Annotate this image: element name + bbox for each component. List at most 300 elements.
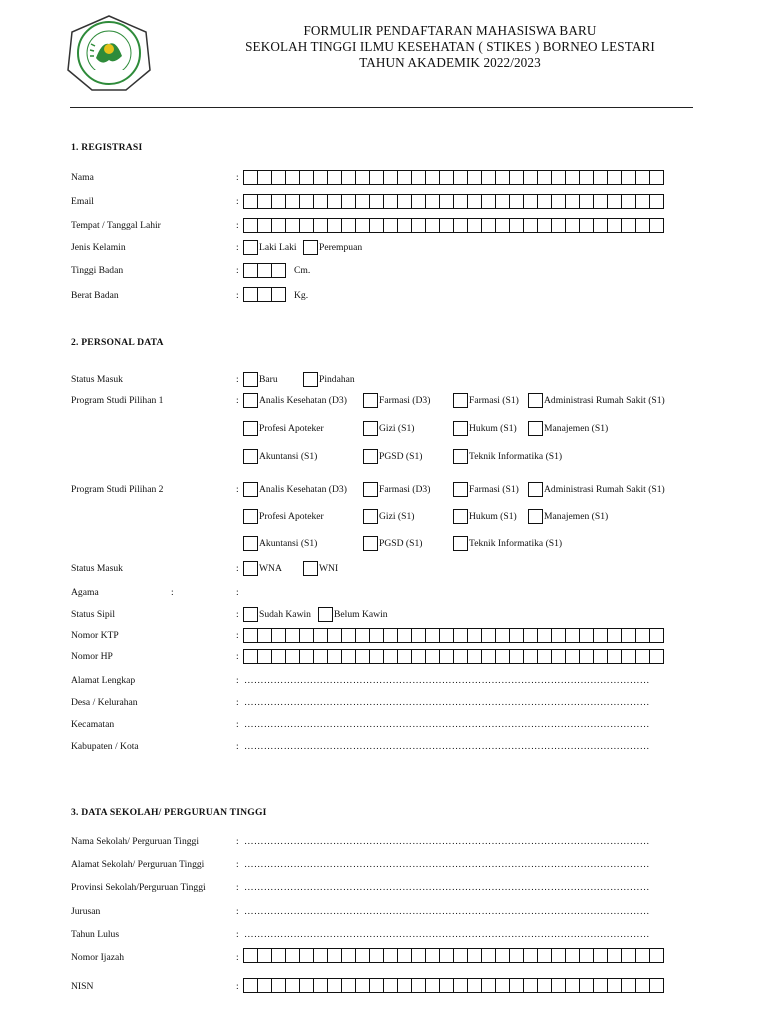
char-cell[interactable] bbox=[411, 194, 426, 209]
char-cell[interactable] bbox=[453, 948, 468, 963]
char-cell[interactable] bbox=[425, 170, 440, 185]
char-cell[interactable] bbox=[243, 649, 258, 664]
char-cell[interactable] bbox=[537, 170, 552, 185]
char-cell[interactable] bbox=[621, 628, 636, 643]
char-cell[interactable] bbox=[383, 628, 398, 643]
char-cell[interactable] bbox=[271, 218, 286, 233]
checkbox[interactable] bbox=[363, 449, 378, 464]
char-cell[interactable] bbox=[243, 287, 258, 302]
char-cell[interactable] bbox=[285, 948, 300, 963]
char-cell[interactable] bbox=[509, 170, 524, 185]
char-cell[interactable] bbox=[635, 194, 650, 209]
input-nama[interactable] bbox=[243, 170, 664, 185]
char-cell[interactable] bbox=[495, 628, 510, 643]
input-tinggi-badan[interactable] bbox=[243, 263, 286, 278]
char-cell[interactable] bbox=[383, 948, 398, 963]
char-cell[interactable] bbox=[509, 978, 524, 993]
char-cell[interactable] bbox=[257, 649, 272, 664]
char-cell[interactable] bbox=[509, 218, 524, 233]
char-cell[interactable] bbox=[299, 649, 314, 664]
char-cell[interactable] bbox=[509, 194, 524, 209]
char-cell[interactable] bbox=[565, 978, 580, 993]
option-perempuan[interactable]: Perempuan bbox=[303, 240, 362, 255]
char-cell[interactable] bbox=[509, 948, 524, 963]
char-cell[interactable] bbox=[271, 194, 286, 209]
char-cell[interactable] bbox=[635, 628, 650, 643]
char-cell[interactable] bbox=[355, 194, 370, 209]
char-cell[interactable] bbox=[257, 978, 272, 993]
char-cell[interactable] bbox=[523, 628, 538, 643]
char-cell[interactable] bbox=[621, 218, 636, 233]
char-cell[interactable] bbox=[593, 948, 608, 963]
input-provinsi-sekolah[interactable]: …………………………………………………………………………………………………………… bbox=[244, 882, 650, 893]
char-cell[interactable] bbox=[537, 978, 552, 993]
char-cell[interactable] bbox=[621, 170, 636, 185]
char-cell[interactable] bbox=[649, 649, 664, 664]
char-cell[interactable] bbox=[649, 978, 664, 993]
char-cell[interactable] bbox=[243, 263, 258, 278]
char-cell[interactable] bbox=[439, 948, 454, 963]
char-cell[interactable] bbox=[369, 170, 384, 185]
char-cell[interactable] bbox=[523, 649, 538, 664]
char-cell[interactable] bbox=[271, 628, 286, 643]
char-cell[interactable] bbox=[481, 194, 496, 209]
char-cell[interactable] bbox=[383, 649, 398, 664]
colon: : bbox=[236, 172, 239, 183]
char-cell[interactable] bbox=[299, 170, 314, 185]
checkbox[interactable] bbox=[243, 607, 258, 622]
char-cell[interactable] bbox=[593, 628, 608, 643]
char-cell[interactable] bbox=[579, 649, 594, 664]
char-cell[interactable] bbox=[341, 978, 356, 993]
char-cell[interactable] bbox=[313, 170, 328, 185]
input-tahun-lulus[interactable]: …………………………………………………………………………………………………………… bbox=[244, 929, 650, 940]
label-desa-kelurahan: Desa / Kelurahan bbox=[71, 697, 138, 708]
char-cell[interactable] bbox=[285, 194, 300, 209]
char-cell[interactable] bbox=[383, 218, 398, 233]
checkbox[interactable] bbox=[243, 372, 258, 387]
char-cell[interactable] bbox=[341, 948, 356, 963]
option-ps2-pgsd[interactable]: PGSD (S1) bbox=[363, 536, 422, 551]
checkbox[interactable] bbox=[363, 536, 378, 551]
checkbox[interactable] bbox=[243, 449, 258, 464]
char-cell[interactable] bbox=[467, 218, 482, 233]
char-cell[interactable] bbox=[467, 628, 482, 643]
checkbox[interactable] bbox=[363, 393, 378, 408]
char-cell[interactable] bbox=[439, 628, 454, 643]
char-cell[interactable] bbox=[327, 194, 342, 209]
char-cell[interactable] bbox=[551, 628, 566, 643]
option-ps1-hukum[interactable]: Hukum (S1) bbox=[453, 421, 517, 436]
char-cell[interactable] bbox=[257, 218, 272, 233]
char-cell[interactable] bbox=[299, 218, 314, 233]
option-ps2-akuntansi[interactable]: Akuntansi (S1) bbox=[243, 536, 317, 551]
input-nomor-ktp[interactable] bbox=[243, 628, 664, 643]
input-alamat-sekolah[interactable]: …………………………………………………………………………………………………………… bbox=[244, 859, 650, 870]
option-laki-laki[interactable]: Laki Laki bbox=[243, 240, 297, 255]
char-cell[interactable] bbox=[411, 948, 426, 963]
checkbox[interactable] bbox=[303, 240, 318, 255]
option-ps1-analis-kesehatan[interactable]: Analis Kesehatan (D3) bbox=[243, 393, 347, 408]
char-cell[interactable] bbox=[327, 218, 342, 233]
char-cell[interactable] bbox=[607, 218, 622, 233]
char-cell[interactable] bbox=[355, 978, 370, 993]
char-cell[interactable] bbox=[285, 978, 300, 993]
char-cell[interactable] bbox=[551, 194, 566, 209]
char-cell[interactable] bbox=[481, 948, 496, 963]
option-pindahan[interactable]: Pindahan bbox=[303, 372, 355, 387]
char-cell[interactable] bbox=[243, 978, 258, 993]
char-cell[interactable] bbox=[467, 948, 482, 963]
char-cell[interactable] bbox=[397, 628, 412, 643]
char-cell[interactable] bbox=[439, 194, 454, 209]
char-cell[interactable] bbox=[383, 978, 398, 993]
char-cell[interactable] bbox=[271, 649, 286, 664]
char-cell[interactable] bbox=[411, 978, 426, 993]
input-kecamatan[interactable]: …………………………………………………………………………………………………………… bbox=[244, 719, 650, 730]
char-cell[interactable] bbox=[327, 649, 342, 664]
char-cell[interactable] bbox=[565, 194, 580, 209]
char-cell[interactable] bbox=[397, 978, 412, 993]
char-cell[interactable] bbox=[285, 218, 300, 233]
char-cell[interactable] bbox=[635, 948, 650, 963]
checkbox[interactable] bbox=[243, 536, 258, 551]
char-cell[interactable] bbox=[495, 948, 510, 963]
input-desa-kelurahan[interactable]: …………………………………………………………………………………………………………… bbox=[244, 697, 650, 708]
char-cell[interactable] bbox=[579, 628, 594, 643]
char-cell[interactable] bbox=[523, 170, 538, 185]
option-ps1-pgsd[interactable]: PGSD (S1) bbox=[363, 449, 422, 464]
option-ps2-hukum[interactable]: Hukum (S1) bbox=[453, 509, 517, 524]
char-cell[interactable] bbox=[649, 628, 664, 643]
char-cell[interactable] bbox=[593, 978, 608, 993]
char-cell[interactable] bbox=[509, 649, 524, 664]
char-cell[interactable] bbox=[509, 628, 524, 643]
char-cell[interactable] bbox=[495, 170, 510, 185]
char-cell[interactable] bbox=[369, 978, 384, 993]
checkbox[interactable] bbox=[453, 421, 468, 436]
input-nama-sekolah[interactable]: …………………………………………………………………………………………………………… bbox=[244, 836, 650, 847]
checkbox[interactable] bbox=[528, 509, 543, 524]
option-ps2-farmasi-d3[interactable]: Farmasi (D3) bbox=[363, 482, 430, 497]
option-baru[interactable]: Baru bbox=[243, 372, 278, 387]
checkbox[interactable] bbox=[453, 482, 468, 497]
char-cell[interactable] bbox=[383, 170, 398, 185]
char-cell[interactable] bbox=[537, 628, 552, 643]
input-berat-badan[interactable] bbox=[243, 287, 286, 302]
char-cell[interactable] bbox=[425, 628, 440, 643]
input-nomor-ijazah[interactable] bbox=[243, 948, 664, 963]
checkbox[interactable] bbox=[243, 509, 258, 524]
char-cell[interactable] bbox=[635, 649, 650, 664]
checkbox[interactable] bbox=[528, 393, 543, 408]
colon: : bbox=[236, 929, 239, 940]
option-ps2-manajemen[interactable]: Manajemen (S1) bbox=[528, 509, 608, 524]
option-sudah-kawin[interactable]: Sudah Kawin bbox=[243, 607, 311, 622]
checkbox[interactable] bbox=[243, 240, 258, 255]
char-cell[interactable] bbox=[565, 218, 580, 233]
char-cell[interactable] bbox=[635, 218, 650, 233]
char-cell[interactable] bbox=[495, 194, 510, 209]
char-cell[interactable] bbox=[579, 948, 594, 963]
char-cell[interactable] bbox=[537, 649, 552, 664]
option-ps1-akuntansi[interactable]: Akuntansi (S1) bbox=[243, 449, 317, 464]
char-cell[interactable] bbox=[369, 218, 384, 233]
label-alamat-lengkap: Alamat Lengkap bbox=[71, 675, 136, 686]
checkbox[interactable] bbox=[363, 482, 378, 497]
char-cell[interactable] bbox=[635, 978, 650, 993]
char-cell[interactable] bbox=[551, 978, 566, 993]
char-cell[interactable] bbox=[369, 194, 384, 209]
char-cell[interactable] bbox=[397, 194, 412, 209]
char-cell[interactable] bbox=[621, 649, 636, 664]
char-cell[interactable] bbox=[271, 170, 286, 185]
option-ps1-teknik-informatika[interactable]: Teknik Informatika (S1) bbox=[453, 449, 562, 464]
char-cell[interactable] bbox=[593, 194, 608, 209]
char-cell[interactable] bbox=[425, 649, 440, 664]
char-cell[interactable] bbox=[341, 218, 356, 233]
checkbox[interactable] bbox=[453, 449, 468, 464]
char-cell[interactable] bbox=[481, 649, 496, 664]
option-ps2-administrasi-rs[interactable]: Administrasi Rumah Sakit (S1) bbox=[528, 482, 665, 497]
char-cell[interactable] bbox=[313, 978, 328, 993]
char-cell[interactable] bbox=[285, 628, 300, 643]
char-cell[interactable] bbox=[537, 948, 552, 963]
char-cell[interactable] bbox=[257, 194, 272, 209]
char-cell[interactable] bbox=[439, 218, 454, 233]
char-cell[interactable] bbox=[327, 978, 342, 993]
char-cell[interactable] bbox=[257, 263, 272, 278]
char-cell[interactable] bbox=[453, 170, 468, 185]
char-cell[interactable] bbox=[425, 948, 440, 963]
char-cell[interactable] bbox=[523, 948, 538, 963]
char-cell[interactable] bbox=[411, 170, 426, 185]
char-cell[interactable] bbox=[341, 194, 356, 209]
char-cell[interactable] bbox=[523, 218, 538, 233]
checkbox[interactable] bbox=[453, 536, 468, 551]
char-cell[interactable] bbox=[453, 978, 468, 993]
char-cell[interactable] bbox=[481, 628, 496, 643]
colon: : bbox=[236, 651, 239, 662]
char-cell[interactable] bbox=[397, 649, 412, 664]
char-cell[interactable] bbox=[299, 948, 314, 963]
char-cell[interactable] bbox=[607, 170, 622, 185]
char-cell[interactable] bbox=[341, 628, 356, 643]
char-cell[interactable] bbox=[607, 978, 622, 993]
char-cell[interactable] bbox=[299, 194, 314, 209]
char-cell[interactable] bbox=[551, 218, 566, 233]
char-cell[interactable] bbox=[649, 218, 664, 233]
char-cell[interactable] bbox=[607, 628, 622, 643]
char-cell[interactable] bbox=[243, 628, 258, 643]
char-cell[interactable] bbox=[579, 218, 594, 233]
checkbox[interactable] bbox=[243, 561, 258, 576]
char-cell[interactable] bbox=[271, 978, 286, 993]
char-cell[interactable] bbox=[551, 170, 566, 185]
char-cell[interactable] bbox=[467, 649, 482, 664]
checkbox[interactable] bbox=[243, 421, 258, 436]
input-nisn[interactable] bbox=[243, 978, 664, 993]
char-cell[interactable] bbox=[495, 218, 510, 233]
char-cell[interactable] bbox=[313, 948, 328, 963]
char-cell[interactable] bbox=[257, 628, 272, 643]
char-cell[interactable] bbox=[271, 287, 286, 302]
option-wna[interactable]: WNA bbox=[243, 561, 282, 576]
char-cell[interactable] bbox=[257, 948, 272, 963]
char-cell[interactable] bbox=[621, 948, 636, 963]
char-cell[interactable] bbox=[593, 218, 608, 233]
checkbox[interactable] bbox=[303, 561, 318, 576]
char-cell[interactable] bbox=[313, 649, 328, 664]
char-cell[interactable] bbox=[341, 649, 356, 664]
char-cell[interactable] bbox=[327, 948, 342, 963]
colon: : bbox=[236, 609, 239, 620]
input-email[interactable] bbox=[243, 194, 664, 209]
char-cell[interactable] bbox=[313, 218, 328, 233]
char-cell[interactable] bbox=[551, 948, 566, 963]
input-jurusan[interactable]: …………………………………………………………………………………………………………… bbox=[244, 906, 650, 917]
char-cell[interactable] bbox=[383, 194, 398, 209]
char-cell[interactable] bbox=[453, 649, 468, 664]
char-cell[interactable] bbox=[649, 948, 664, 963]
option-ps1-farmasi-s1[interactable]: Farmasi (S1) bbox=[453, 393, 519, 408]
char-cell[interactable] bbox=[271, 948, 286, 963]
char-cell[interactable] bbox=[355, 948, 370, 963]
char-cell[interactable] bbox=[397, 170, 412, 185]
char-cell[interactable] bbox=[481, 218, 496, 233]
char-cell[interactable] bbox=[243, 948, 258, 963]
char-cell[interactable] bbox=[481, 978, 496, 993]
char-cell[interactable] bbox=[523, 194, 538, 209]
char-cell[interactable] bbox=[607, 948, 622, 963]
char-cell[interactable] bbox=[621, 194, 636, 209]
option-ps2-teknik-informatika[interactable]: Teknik Informatika (S1) bbox=[453, 536, 562, 551]
char-cell[interactable] bbox=[243, 218, 258, 233]
char-cell[interactable] bbox=[299, 978, 314, 993]
char-cell[interactable] bbox=[425, 194, 440, 209]
option-wni[interactable]: WNI bbox=[303, 561, 338, 576]
char-cell[interactable] bbox=[243, 170, 258, 185]
char-cell[interactable] bbox=[607, 194, 622, 209]
input-nomor-hp[interactable] bbox=[243, 649, 664, 664]
option-ps1-gizi[interactable]: Gizi (S1) bbox=[363, 421, 414, 436]
char-cell[interactable] bbox=[523, 978, 538, 993]
input-kabupaten-kota[interactable]: …………………………………………………………………………………………………………… bbox=[244, 741, 650, 752]
input-tempat-tanggal-lahir[interactable] bbox=[243, 218, 664, 233]
char-cell[interactable] bbox=[425, 218, 440, 233]
checkbox[interactable] bbox=[363, 421, 378, 436]
checkbox[interactable] bbox=[528, 482, 543, 497]
option-belum-kawin[interactable]: Belum Kawin bbox=[318, 607, 388, 622]
char-cell[interactable] bbox=[537, 218, 552, 233]
char-cell[interactable] bbox=[593, 649, 608, 664]
char-cell[interactable] bbox=[355, 649, 370, 664]
char-cell[interactable] bbox=[313, 628, 328, 643]
option-ps2-farmasi-s1[interactable]: Farmasi (S1) bbox=[453, 482, 519, 497]
char-cell[interactable] bbox=[593, 170, 608, 185]
char-cell[interactable] bbox=[243, 194, 258, 209]
char-cell[interactable] bbox=[397, 948, 412, 963]
checkbox[interactable] bbox=[243, 482, 258, 497]
char-cell[interactable] bbox=[411, 649, 426, 664]
char-cell[interactable] bbox=[327, 170, 342, 185]
char-cell[interactable] bbox=[621, 978, 636, 993]
checkbox[interactable] bbox=[363, 509, 378, 524]
input-alamat-lengkap[interactable]: …………………………………………………………………………………………………………… bbox=[244, 675, 650, 686]
checkbox[interactable] bbox=[318, 607, 333, 622]
char-cell[interactable] bbox=[579, 194, 594, 209]
checkbox[interactable] bbox=[528, 421, 543, 436]
char-cell[interactable] bbox=[467, 978, 482, 993]
char-cell[interactable] bbox=[551, 649, 566, 664]
char-cell[interactable] bbox=[355, 170, 370, 185]
option-ps1-manajemen[interactable]: Manajemen (S1) bbox=[528, 421, 608, 436]
char-cell[interactable] bbox=[411, 218, 426, 233]
char-cell[interactable] bbox=[341, 170, 356, 185]
char-cell[interactable] bbox=[579, 978, 594, 993]
char-cell[interactable] bbox=[453, 194, 468, 209]
checkbox[interactable] bbox=[453, 509, 468, 524]
char-cell[interactable] bbox=[649, 170, 664, 185]
char-cell[interactable] bbox=[257, 287, 272, 302]
char-cell[interactable] bbox=[495, 649, 510, 664]
char-cell[interactable] bbox=[453, 218, 468, 233]
char-cell[interactable] bbox=[565, 948, 580, 963]
option-ps2-analis-kesehatan[interactable]: Analis Kesehatan (D3) bbox=[243, 482, 347, 497]
char-cell[interactable] bbox=[355, 628, 370, 643]
char-cell[interactable] bbox=[257, 170, 272, 185]
char-cell[interactable] bbox=[453, 628, 468, 643]
char-cell[interactable] bbox=[397, 218, 412, 233]
char-cell[interactable] bbox=[565, 170, 580, 185]
char-cell[interactable] bbox=[299, 628, 314, 643]
option-ps2-gizi[interactable]: Gizi (S1) bbox=[363, 509, 414, 524]
option-ps2-profesi-apoteker[interactable]: Profesi Apoteker bbox=[243, 509, 324, 524]
option-ps1-farmasi-d3[interactable]: Farmasi (D3) bbox=[363, 393, 430, 408]
char-cell[interactable] bbox=[565, 649, 580, 664]
char-cell[interactable] bbox=[439, 978, 454, 993]
char-cell[interactable] bbox=[285, 170, 300, 185]
char-cell[interactable] bbox=[565, 628, 580, 643]
option-ps1-administrasi-rs[interactable]: Administrasi Rumah Sakit (S1) bbox=[528, 393, 665, 408]
char-cell[interactable] bbox=[369, 649, 384, 664]
char-cell[interactable] bbox=[369, 628, 384, 643]
checkbox[interactable] bbox=[243, 393, 258, 408]
char-cell[interactable] bbox=[467, 194, 482, 209]
char-cell[interactable] bbox=[635, 170, 650, 185]
char-cell[interactable] bbox=[327, 628, 342, 643]
char-cell[interactable] bbox=[411, 628, 426, 643]
char-cell[interactable] bbox=[285, 649, 300, 664]
char-cell[interactable] bbox=[355, 218, 370, 233]
checkbox[interactable] bbox=[453, 393, 468, 408]
char-cell[interactable] bbox=[649, 194, 664, 209]
char-cell[interactable] bbox=[467, 170, 482, 185]
char-cell[interactable] bbox=[481, 170, 496, 185]
char-cell[interactable] bbox=[495, 978, 510, 993]
char-cell[interactable] bbox=[425, 978, 440, 993]
char-cell[interactable] bbox=[271, 263, 286, 278]
char-cell[interactable] bbox=[313, 194, 328, 209]
char-cell[interactable] bbox=[607, 649, 622, 664]
option-ps1-profesi-apoteker[interactable]: Profesi Apoteker bbox=[243, 421, 324, 436]
char-cell[interactable] bbox=[439, 649, 454, 664]
char-cell[interactable] bbox=[369, 948, 384, 963]
char-cell[interactable] bbox=[579, 170, 594, 185]
char-cell[interactable] bbox=[537, 194, 552, 209]
char-cell[interactable] bbox=[439, 170, 454, 185]
checkbox[interactable] bbox=[303, 372, 318, 387]
